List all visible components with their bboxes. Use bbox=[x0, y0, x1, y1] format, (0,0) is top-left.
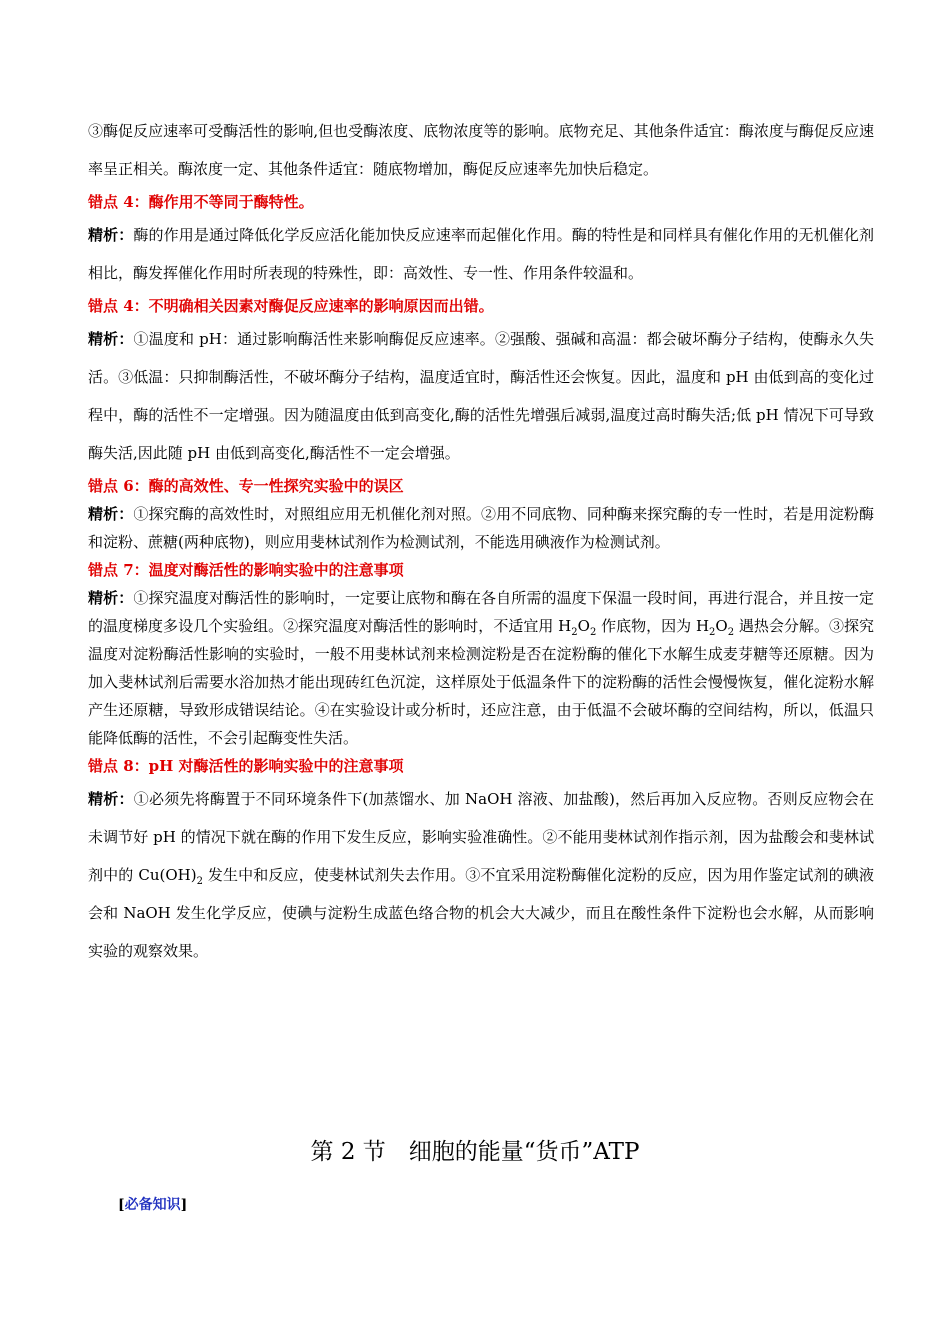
section-heading: 第 2 节 细胞的能量“货币”ATP bbox=[310, 1139, 640, 1165]
sub-heading-text: 必备知识 bbox=[124, 1197, 181, 1213]
analysis-text: ①必须先将酶置于不同环境条件下(加蒸馏水、加 NaOH 溶液、加盐酸)，然后再加入反应物。否则反应物会在未调节好 pH 的情况下就在酶的作用下发生反应，影响实验准确性。②不能用斐林试剂作指示剂，因为盐酸会和斐林试剂中的 Cu(OH) bbox=[88, 790, 874, 884]
error-point-title-3: 错点 6：酶的高效性、专一性探究实验中的误区 bbox=[88, 477, 404, 495]
analysis-label: 精析： bbox=[88, 505, 134, 523]
formula-subscript: 2 bbox=[709, 627, 716, 638]
analysis-text: 作底物，因为 bbox=[596, 617, 696, 635]
analysis-label: 精析： bbox=[88, 589, 134, 607]
analysis-label: 精析： bbox=[88, 790, 134, 808]
formula-subscript: 2 bbox=[727, 627, 735, 638]
formula-subscript: 2 bbox=[571, 627, 578, 638]
analysis-text: ①探究温度对酶活性的影响时，一定要让底物和酶在各自所需的温度下保温一段时间，再进行混合，并且按一定的温度梯度多设几个实验组。②探究温度对酶活性的影响时，不适宜用 bbox=[88, 589, 874, 635]
analysis-text: 遇热会分解。③探究温度对淀粉酶活性影响的实验时，一般不用斐林试剂来检测淀粉是否在淀粉酶的催化下水解生成麦芽糖等还原糖。因为加入斐林试剂后需要水浴加热才能出现砖红色沉淀，这样原处于低温条件下的淀粉酶的活性会慢慢恢复，催化淀粉水解产生还原糖，导致形成错误结论。④在实验设计或分析时，还应注意，由于低温不会破坏酶的空间结构，所以，低温只能降低酶的活性，不会引起酶变性失活。 bbox=[88, 617, 874, 747]
document-body bbox=[88, 112, 874, 970]
error-point-title-1: 错点 4：酶作用不等同于酶特性。 bbox=[88, 193, 314, 211]
sub-heading: [必备知识] bbox=[118, 1197, 188, 1213]
formula-h: H bbox=[558, 617, 572, 635]
analysis-text: 酶的作用是通过降低化学反应活化能加快反应速率而起催化作用。酶的特性是和同样具有催化作用的无机催化剂相比，酶发挥催化作用时所表现的特殊性，即：高效性、专一性、作用条件较温和。 bbox=[88, 226, 874, 282]
analysis-paragraph-1 bbox=[88, 216, 874, 292]
analysis-paragraph-3 bbox=[88, 500, 874, 556]
formula-h: H bbox=[695, 617, 710, 635]
formula-o: O bbox=[715, 617, 728, 635]
formula-subscript: 2 bbox=[196, 876, 203, 887]
analysis-paragraph-2 bbox=[88, 320, 874, 472]
analysis-paragraph-5 bbox=[88, 780, 874, 970]
error-point-title-5: 错点 8：pH 对酶活性的影响实验中的注意事项 bbox=[88, 757, 404, 775]
paragraph-enzyme-rate: ③酶促反应速率可受酶活性的影响,但也受酶浓度、底物浓度等的影响。底物充足、其他条件适宜：酶浓度与酶促反应速率呈正相关。酶浓度一定、其他条件适宜：随底物增加，酶促反应速率先加快后稳定。 bbox=[88, 122, 874, 178]
error-point-title-2: 错点 4：不明确相关因素对酶促反应速率的影响原因而出错。 bbox=[88, 297, 494, 315]
analysis-paragraph-4 bbox=[88, 584, 874, 752]
formula-subscript: 2 bbox=[589, 627, 597, 638]
analysis-label: 精析： bbox=[88, 226, 134, 244]
formula-o: O bbox=[577, 617, 590, 635]
analysis-text: ①探究酶的高效性时，对照组应用无机催化剂对照。②用不同底物、同种酶来探究酶的专一性时，若是用淀粉酶和淀粉、蔗糖(两种底物)，则应用斐林试剂作为检测试剂，不能选用碘液作为检测试剂。 bbox=[88, 505, 874, 551]
analysis-text: ①温度和 pH：通过影响酶活性来影响酶促反应速率。②强酸、强碱和高温：都会破坏酶分子结构，使酶永久失活。③低温：只抑制酶活性，不破坏酶分子结构，温度适宜时，酶活性还会恢复。因此，温度和 pH 由低到高的变化过程中，酶的活性不一定增强。因为随温度由低到高变化,酶的活性先增强后减弱,温度过高时酶失活;低 pH 情况下可导致酶失活,因此随 pH 由低到高变化,酶活性不一定会增强。 bbox=[88, 330, 874, 462]
analysis-label: 精析： bbox=[88, 330, 134, 348]
error-point-title-4: 错点 7：温度对酶活性的影响实验中的注意事项 bbox=[88, 561, 404, 579]
analysis-text: 发生中和反应，使斐林试剂失去作用。③不宜采用淀粉酶催化淀粉的反应，因为用作鉴定试剂的碘液会和 NaOH 发生化学反应，使碘与淀粉生成蓝色络合物的机会大大减少，而且在酸性条件下淀粉也会水解，从而影响实验的观察效果。 bbox=[88, 866, 874, 960]
